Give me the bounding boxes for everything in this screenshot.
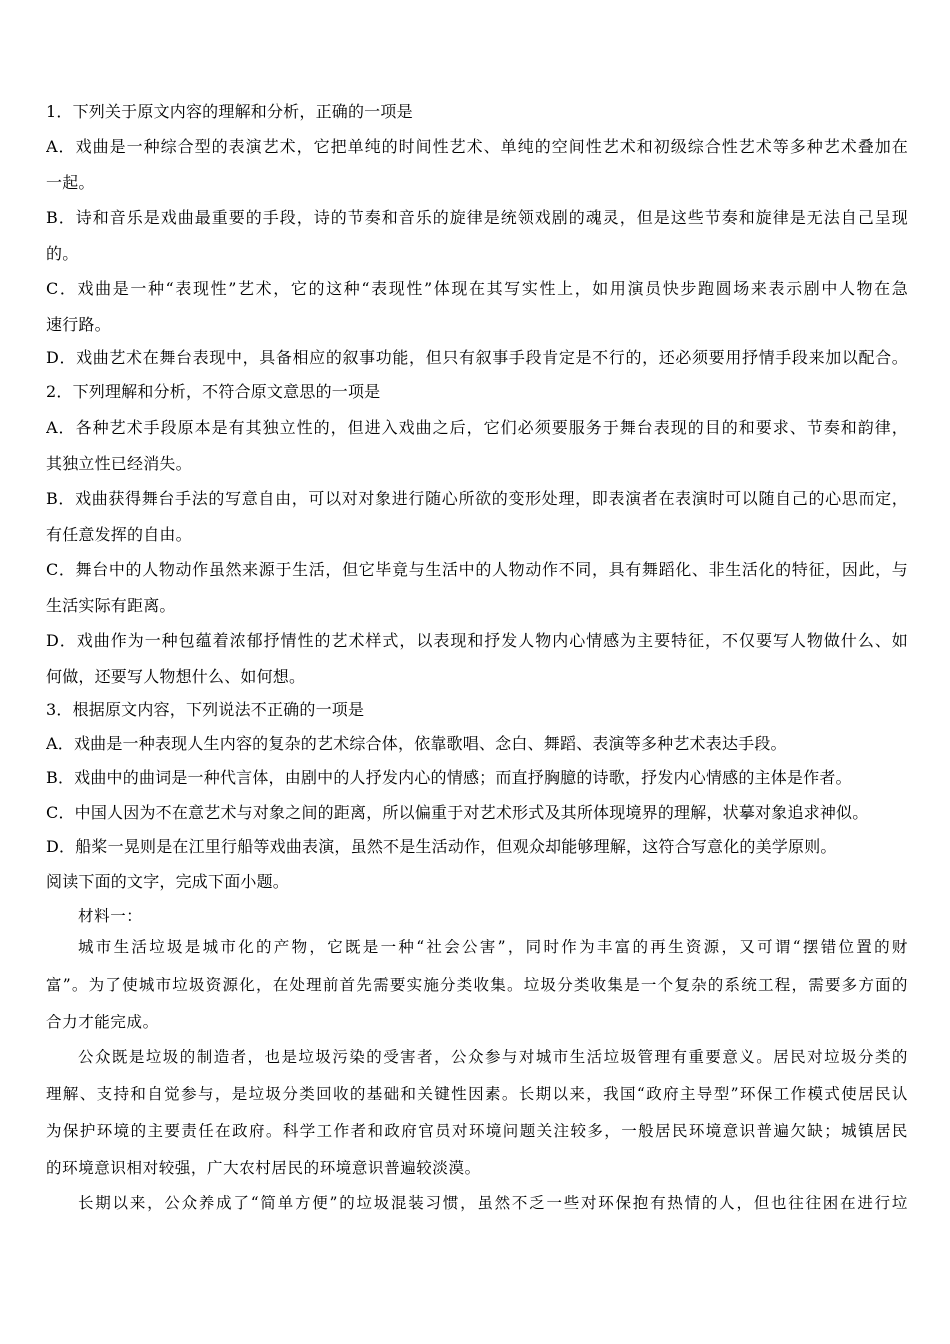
q1-option-b-line-1: B．诗和音乐是戏曲最重要的手段，诗的节奏和音乐的旋律是统领戏剧的魂灵，但是这些节奏和旋律是无法自己呈现 xyxy=(46,208,908,227)
q2-option-c-line-2: 生活实际有距离。 xyxy=(46,596,176,615)
question-1-stem: 1．下列关于原文内容的理解和分析，正确的一项是 xyxy=(46,102,413,121)
question-2-stem: 2．下列理解和分析，不符合原文意思的一项是 xyxy=(46,382,381,401)
q1-option-c-line-1: C．戏曲是一种“表现性”艺术，它的这种“表现性”体现在其写实性上，如用演员快步跑圆场来表示剧中人物在急 xyxy=(46,279,908,298)
paragraph-2-line-4: 的环境意识相对较强，广大农村居民的环境意识普遍较淡漠。 xyxy=(46,1159,481,1177)
q1-option-a-line-1: A．戏曲是一种综合型的表演艺术，它把单纯的时间性艺术、单纯的空间性艺术和初级综合性艺术等多种艺术叠加在 xyxy=(46,137,908,156)
paragraph-1-line-2: 富”。为了使城市垃圾资源化，在处理前首先需要实施分类收集。垃圾分类收集是一个复杂的系统工程，需要多方面的 xyxy=(46,976,908,994)
paragraph-2-line-1: 公众既是垃圾的制造者，也是垃圾污染的受害者，公众参与对城市生活垃圾管理有重要意义。居民对垃圾分类的 xyxy=(78,1048,908,1066)
q3-option-c: C．中国人因为不在意艺术与对象之间的距离，所以偏重于对艺术形式及其所体现境界的理解，状摹对象追求神似。 xyxy=(46,803,869,822)
q2-option-b-line-2: 有任意发挥的自由。 xyxy=(46,525,192,544)
q2-option-d-line-2: 何做，还要写人物想什么、如何想。 xyxy=(46,667,306,686)
material-title: 材料一： xyxy=(78,907,143,925)
q1-option-a-line-2: 一起。 xyxy=(46,173,95,192)
q1-option-d-line-1: D．戏曲艺术在舞台表现中，具备相应的叙事功能，但只有叙事手段肯定是不行的，还必须要用抒情手段来加以配合。 xyxy=(46,348,908,367)
paragraph-1-line-3: 合力才能完成。 xyxy=(46,1013,159,1031)
reading-intro: 阅读下面的文字，完成下面小题。 xyxy=(46,872,290,891)
question-3-stem: 3．根据原文内容，下列说法不正确的一项是 xyxy=(46,700,365,719)
paragraph-2-line-3: 为保护环境的主要责任在政府。科学工作者和政府官员对环境问题关注较多，一般居民环境意识普遍欠缺；城镇居民 xyxy=(46,1122,908,1140)
q2-option-a-line-2: 其独立性已经消失。 xyxy=(46,454,192,473)
q3-option-b: B．戏曲中的曲词是一种代言体，由剧中的人抒发内心的情感；而直抒胸臆的诗歌，抒发内心情感的主体是作者。 xyxy=(46,768,852,787)
q3-option-a: A．戏曲是一种表现人生内容的复杂的艺术综合体，依靠歌唱、念白、舞蹈、表演等多种艺术表达手段。 xyxy=(46,734,787,753)
q1-option-b-line-2: 的。 xyxy=(46,244,79,263)
paragraph-2-line-2: 理解、支持和自觉参与，是垃圾分类回收的基础和关键性因素。长期以来，我国“政府主导型”环保工作模式使居民认 xyxy=(46,1085,908,1103)
q2-option-a-line-1: A．各种艺术手段原本是有其独立性的，但进入戏曲之后，它们必须要服务于舞台表现的目的和要求、节奏和韵律， xyxy=(46,418,908,437)
q2-option-c-line-1: C．舞台中的人物动作虽然来源于生活，但它毕竟与生活中的人物动作不同，具有舞蹈化、非生活化的特征，因此，与 xyxy=(46,560,908,579)
q2-option-d-line-1: D．戏曲作为一种包蕴着浓郁抒情性的艺术样式，以表现和抒发人物内心情感为主要特征，不仅要写人物做什么、如 xyxy=(46,631,908,650)
paragraph-3-line-1: 长期以来，公众养成了“简单方便”的垃圾混装习惯，虽然不乏一些对环保抱有热情的人，但也往往困在进行垃 xyxy=(78,1194,908,1212)
paragraph-1-line-1: 城市生活垃圾是城市化的产物，它既是一种“社会公害”，同时作为丰富的再生资源，又可谓“摆错位置的财 xyxy=(78,938,908,956)
q2-option-b-line-1: B．戏曲获得舞台手法的写意自由，可以对对象进行随心所欲的变形处理，即表演者在表演时可以随自己的心思而定， xyxy=(46,489,908,508)
q1-option-c-line-2: 速行路。 xyxy=(46,315,111,334)
q3-option-d: D．船桨一晃则是在江里行船等戏曲表演，虽然不是生活动作，但观众却能够理解，这符合写意化的美学原则。 xyxy=(46,837,837,856)
